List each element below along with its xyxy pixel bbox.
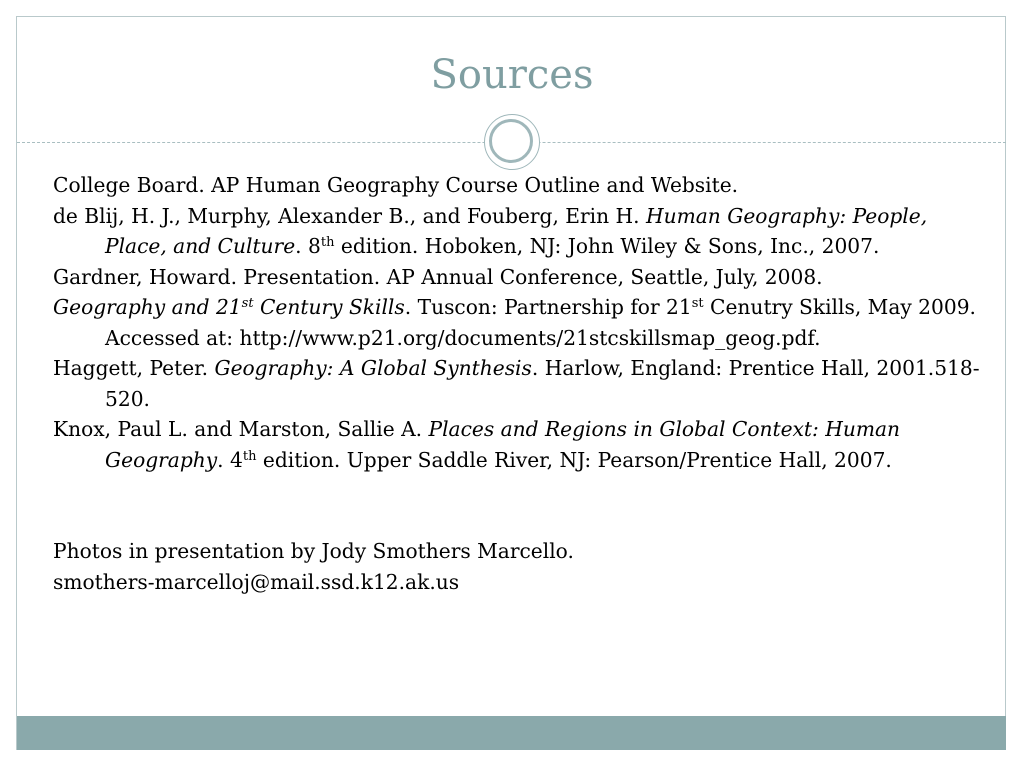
reference-text: . 8 <box>295 234 321 258</box>
reference-text: Knox, Paul L. and Marston, Sallie A. <box>53 417 429 441</box>
reference-entry <box>53 414 983 475</box>
reference-text: de Blij, H. J., Murphy, Alexander B., and Fouberg, Erin H. <box>53 203 646 228</box>
reference-text: st <box>691 296 704 311</box>
reference-text: Geography: A Global Synthesis <box>214 356 532 380</box>
reference-entry <box>53 353 983 414</box>
reference-text: . Harlow, England: Prentice Hall, 2001.518-520. <box>105 356 980 411</box>
reference-text: th <box>320 235 335 250</box>
slide-title: Sources <box>430 52 594 98</box>
reference-entry <box>53 292 983 353</box>
spacer <box>53 475 983 536</box>
reference-text: edition. Upper Saddle River, NJ: Pearson/Prentice Hall, 2007. <box>256 447 892 472</box>
reference-text: Gardner, Howard. Presentation. AP Annual Conference, Seattle, July, 2008. <box>53 264 823 289</box>
reference-entry <box>53 201 983 262</box>
reference-text: . 4 <box>217 447 243 472</box>
reference-text: edition. Hoboken, NJ: John Wiley & Sons, Inc., 2007. <box>334 234 880 258</box>
reference-text: th <box>242 448 257 464</box>
reference-text: Haggett, Peter. <box>53 356 215 380</box>
contact-email: smothers-marcelloj@mail.ssd.k12.ak.us <box>53 569 460 594</box>
reference-text: Human Geography: People, Place, and Culture <box>105 203 928 258</box>
slide-content <box>53 170 983 597</box>
reference-text: College Board. AP Human Geography Course Outline and Website. <box>53 173 739 197</box>
reference-text: . Tuscon: Partnership for 21 <box>404 295 692 319</box>
reference-text: Geography and 21 <box>53 295 242 319</box>
divider-ring-icon <box>484 114 540 170</box>
photo-credit: Photos in presentation by Jody Smothers Marcello. <box>53 539 574 563</box>
reference-entry <box>53 170 983 201</box>
reference-text: Century Skills <box>253 295 405 319</box>
reference-list <box>53 170 983 475</box>
reference-text: st <box>241 296 254 311</box>
reference-text: Places and Regions in Global Context: Human Geography <box>105 417 901 472</box>
reference-entry <box>53 262 983 293</box>
reference-text: Cenutry Skills, May 2009. Accessed at: http://www.p21.org/documents/21stcskillsmap_geog.pdf. <box>105 295 976 350</box>
bottom-bar <box>17 716 1006 750</box>
